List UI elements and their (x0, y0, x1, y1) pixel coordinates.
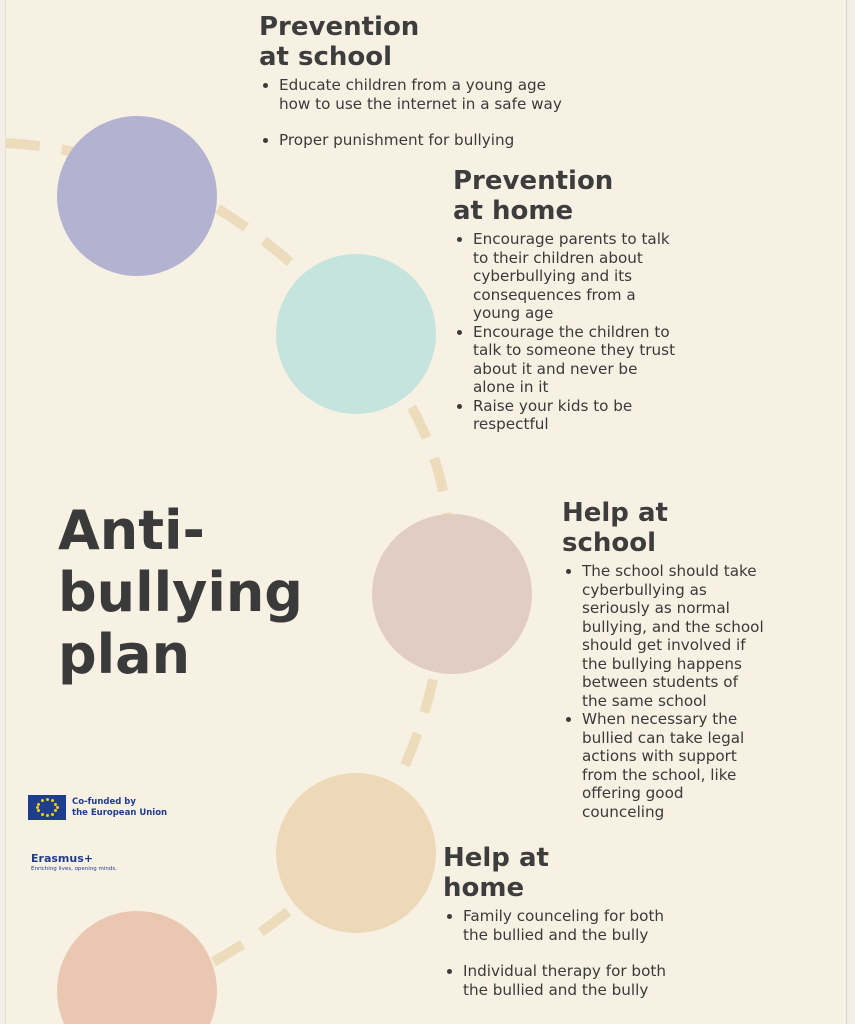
section-help-school (562, 498, 767, 821)
erasmus-tagline: Enriching lives, opening minds. (31, 866, 118, 872)
list-item: • The school should take cyberbullying as seriously as normal bullying, and the school should get involved if the bullying happens between students of the same school (582, 562, 767, 710)
eu-cofunded-text: Co-funded by the European Union (72, 796, 168, 818)
bullet-list (443, 907, 688, 999)
list-item: • Raise your kids to be respectful (473, 397, 683, 434)
erasmus-name: Erasmus+ (31, 852, 93, 865)
section-heading: Help at home (443, 843, 549, 903)
section-prevention-school (259, 12, 579, 150)
list-item: • Encourage parents to talk to their children about cyberbullying and its consequences from a young age (473, 230, 683, 323)
list-item: • Individual therapy for both the bullied and the bully (463, 962, 688, 999)
list-item: • Educate children from a young age how to use the internet in a safe way (279, 76, 579, 113)
circle-help-school (372, 514, 532, 674)
bullet-list (562, 562, 767, 821)
section-prevention-home (453, 166, 683, 434)
page-title: Anti- bullying plan (58, 499, 303, 686)
list-item: • Family counceling for both the bullied and the bully (463, 907, 688, 944)
section-heading: Prevention at school (259, 12, 420, 72)
poster (6, 0, 846, 1024)
section-help-home (443, 843, 688, 999)
bullet-list (453, 230, 683, 434)
bullet-list (259, 76, 579, 150)
list-item: • Encourage the children to talk to someone they trust about it and never be alone in it (473, 323, 683, 397)
eu-flag-icon (28, 795, 66, 820)
list-item: • Proper punishment for bullying (279, 131, 579, 150)
eu-cofunded-logo (28, 795, 167, 820)
section-heading: Help at school (562, 498, 668, 558)
section-heading: Prevention at home (453, 166, 614, 226)
erasmus-logo (31, 852, 117, 873)
circle-prevention-home (276, 254, 436, 414)
circle-help-home (276, 773, 436, 933)
list-item: • When necessary the bullied can take legal actions with support from the school, like offering good counceling (582, 710, 767, 821)
circle-prevention-school (57, 116, 217, 276)
